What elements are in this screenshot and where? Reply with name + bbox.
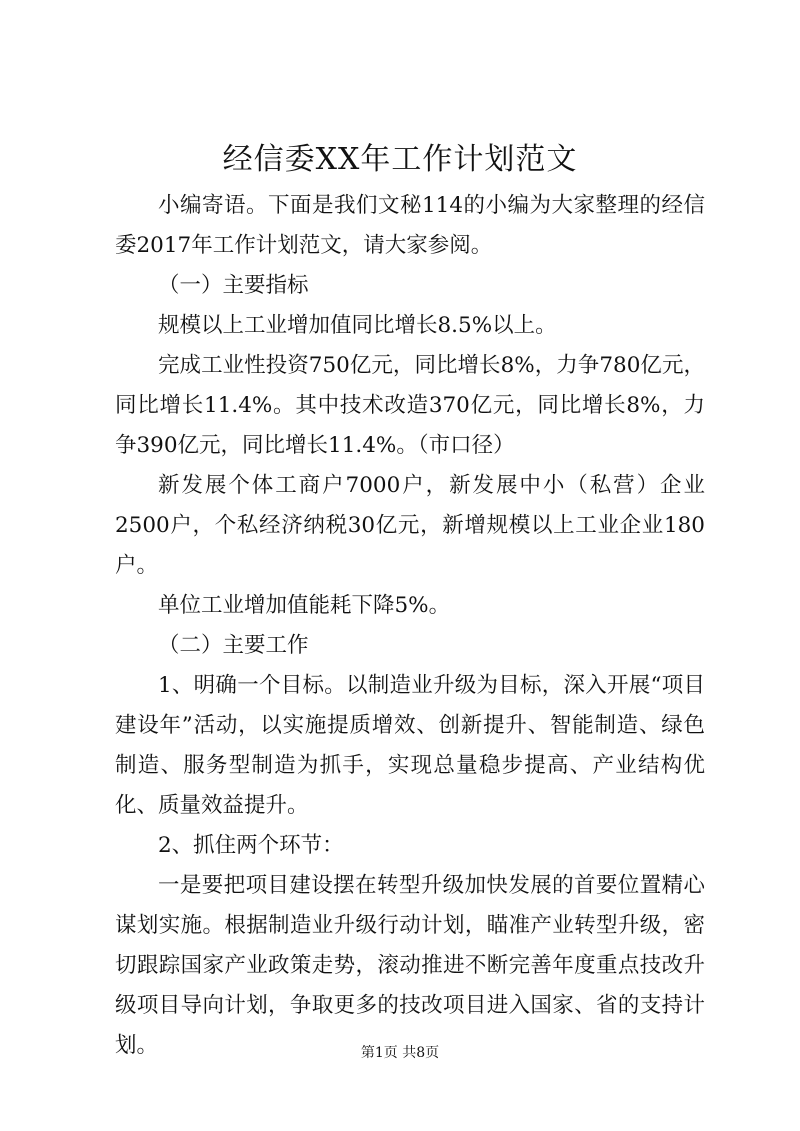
paragraph-intro: 小编寄语。下面是我们文秘114的小编为大家整理的经信委2017年工作计划范文，请大家参阅。 <box>115 193 705 258</box>
page-footer: 第1页 共8页 <box>360 1045 440 1061</box>
paragraph-goal: 1、明确一个目标。以制造业升级为目标，深入开展“项目建设年”活动，以实施提质增效、创新提升、智能制造、绿色制造、服务型制造为抓手，实现总量稳步提高、产业结构优化、质量效益提升。 <box>115 673 705 818</box>
document-title: 经信委XX年工作计划范文 <box>222 142 578 177</box>
paragraph-project-construction: 一是要把项目建设摆在转型升级加快发展的首要位置精心谋划实施。根据制造业升级行动计划，瞄准产业转型升级，密切跟踪国家产业政策走势，滚动推进不断完善年度重点技改升级项目导向计划，争取更多的技改项目进入国家、省的支持计划。 <box>115 873 705 1058</box>
section-heading-main-work: （二）主要工作 <box>158 633 309 658</box>
paragraph-energy: 单位工业增加值能耗下降5%。 <box>158 593 451 618</box>
section-heading-main-indicators: （一）主要指标 <box>158 273 309 298</box>
paragraph-industrial-growth: 规模以上工业增加值同比增长8.5%以上。 <box>158 313 557 338</box>
paragraph-two-links: 2、抓住两个环节： <box>158 833 344 858</box>
document-body <box>115 186 705 1066</box>
paragraph-investment: 完成工业性投资750亿元，同比增长8%，力争780亿元，同比增长11.4%。其中技术改造370亿元，同比增长8%，力争390亿元，同比增长11.4%。（市口径） <box>115 353 705 458</box>
paragraph-enterprises: 新发展个体工商户7000户，新发展中小（私营）企业2500户，个私经济纳税30亿元，新增规模以上工业企业180户。 <box>115 473 705 578</box>
